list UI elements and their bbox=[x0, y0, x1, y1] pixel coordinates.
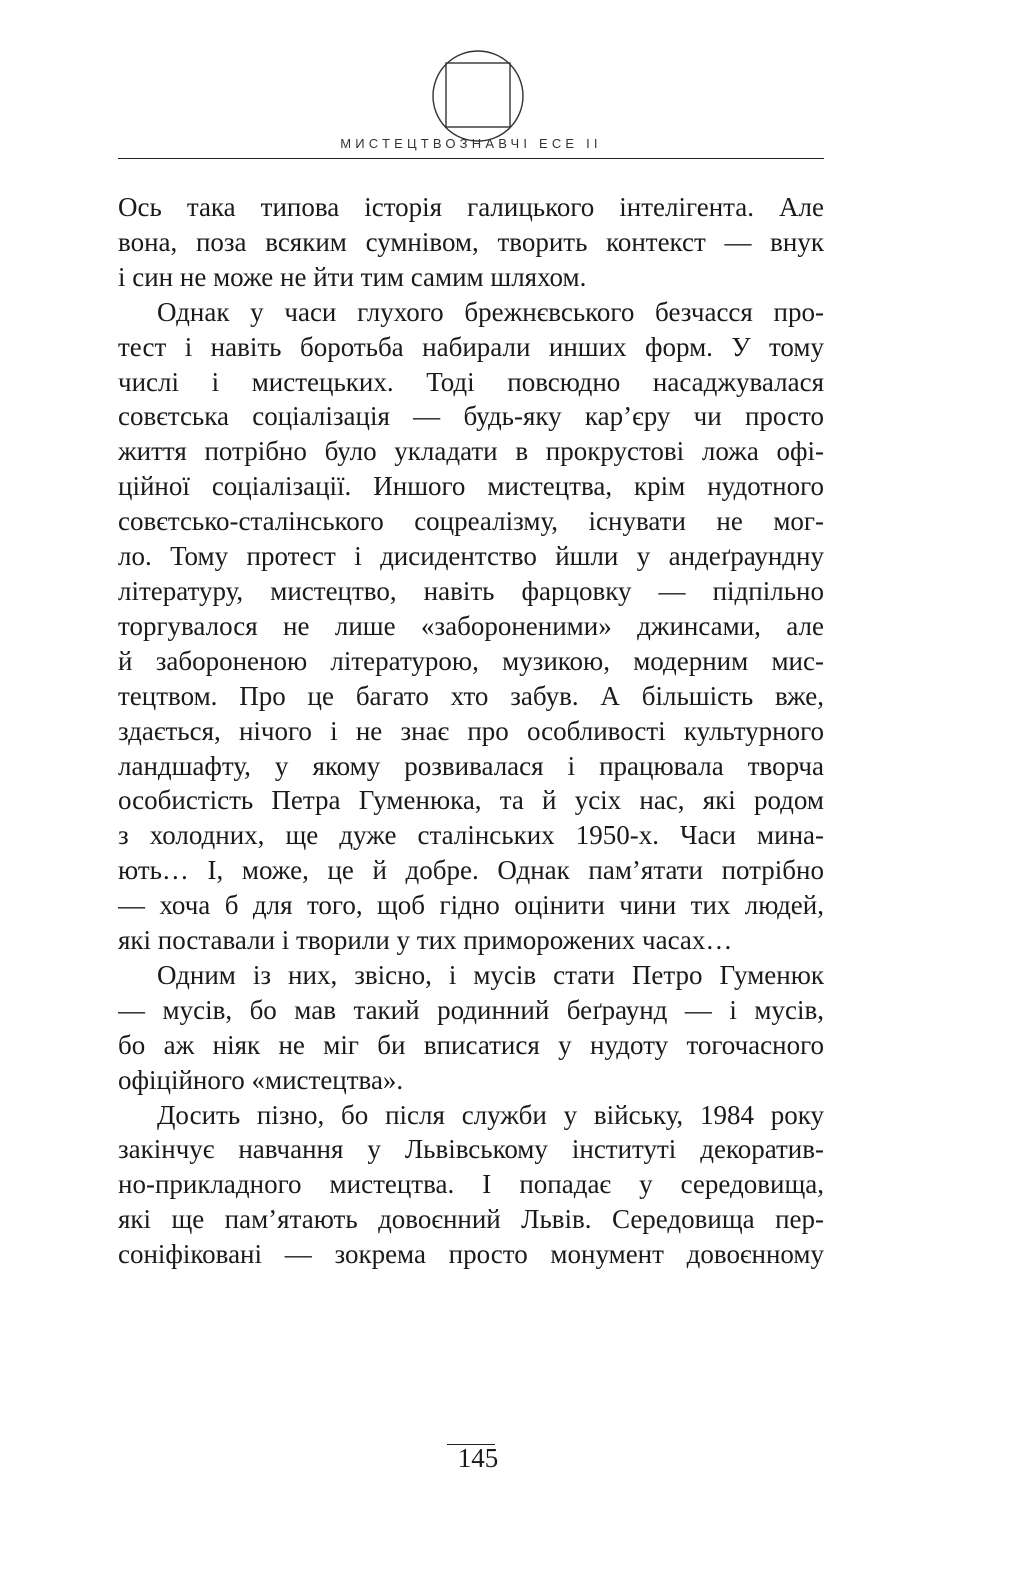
paragraph-3 bbox=[118, 958, 824, 1098]
text-line: — мусів, бо мав такий родинний беґраунд — і мусів, bbox=[118, 994, 824, 1025]
text-line: совєтська соціалізація — будь-яку кар’єру чи просто bbox=[118, 401, 824, 432]
text-line: Ось така типова історія галицького інтелігента. Але bbox=[118, 192, 824, 222]
text-line: життя потрібно було укладати в прокрустові ложа офі- bbox=[118, 436, 824, 467]
text-line: здається, нічого і не знає про особливості культурного bbox=[118, 715, 824, 746]
text-line: бо аж ніяк не міг би вписатися у нудоту тогочасного bbox=[118, 1029, 824, 1060]
paragraph-2 bbox=[118, 295, 824, 958]
text-line: ційної соціалізації. Иншого мистецтва, крім нудотного bbox=[118, 471, 824, 502]
text-line: Однак у часи глухого брежнєвського безчасся про- bbox=[157, 296, 824, 327]
text-line: тецтвом. Про це багато хто забув. А більшість вже, bbox=[118, 680, 824, 711]
paragraph-1 bbox=[118, 190, 824, 295]
text-line: Одним із них, звісно, і мусів стати Петро Гуменюк bbox=[157, 959, 824, 990]
text-line: ландшафту, у якому розвивалася і працювала творча bbox=[118, 750, 824, 781]
running-title: МИСТЕЦТВОЗНАВЧІ ЕСЕ ІІ bbox=[340, 136, 602, 151]
text-line: й забороненою літературою, музикою, модерним мис- bbox=[118, 645, 824, 676]
text-line: но-прикладного мистецтва. І попадає у середовища, bbox=[118, 1169, 824, 1200]
text-line: числі і мистецьких. Тоді повсюдно насаджувалася bbox=[118, 366, 824, 397]
text-line: — хоча б для того, щоб гідно оцінити чини тих людей, bbox=[118, 890, 824, 921]
text-line: закінчує навчання у Львівському інституті декоратив- bbox=[118, 1134, 824, 1165]
text-line: і син не може не йти тим самим шляхом. bbox=[118, 261, 587, 292]
text-line: офіційного «мистецтва». bbox=[118, 1064, 404, 1095]
text-line: ють… І, може, це й добре. Однак пам’ятати потрібно bbox=[118, 855, 824, 886]
text-line: ло. Тому протест і дисидентство йшли у андеґраундну bbox=[118, 541, 824, 572]
text-line: соніфіковані — зокрема просто монумент довоєнному bbox=[118, 1239, 824, 1270]
paragraph-4 bbox=[118, 1098, 824, 1273]
text-line: які ще пам’ятають довоєнний Львів. Середовища пер- bbox=[118, 1204, 824, 1235]
text-line: особистість Петра Гуменюка, та й усіх нас, які родом bbox=[118, 785, 824, 816]
header-rule bbox=[118, 158, 824, 159]
page-number: 145 bbox=[457, 1443, 499, 1473]
text-line: вона, поза всяким сумнівом, творить контекст — внук bbox=[118, 226, 824, 257]
text-line: тест і навіть боротьба набирали инших форм. У тому bbox=[118, 331, 824, 362]
body-text bbox=[118, 190, 824, 1272]
text-line: літературу, мистецтво, навіть фарцовку — підпільно bbox=[118, 575, 824, 606]
text-line: які поставали і творили у тих приморожених часах… bbox=[118, 925, 733, 956]
circle-square-emblem-icon bbox=[430, 48, 526, 144]
text-line: торгувалося не лише «забороненими» джинсами, але bbox=[118, 610, 824, 641]
text-line: з холодних, ще дуже сталінських 1950-х. Часи мина- bbox=[118, 820, 824, 851]
text-line: совєтсько-сталінського соцреалізму, існувати не мог- bbox=[118, 506, 824, 537]
text-line: Досить пізно, бо після служби у війську, 1984 року bbox=[157, 1099, 824, 1130]
